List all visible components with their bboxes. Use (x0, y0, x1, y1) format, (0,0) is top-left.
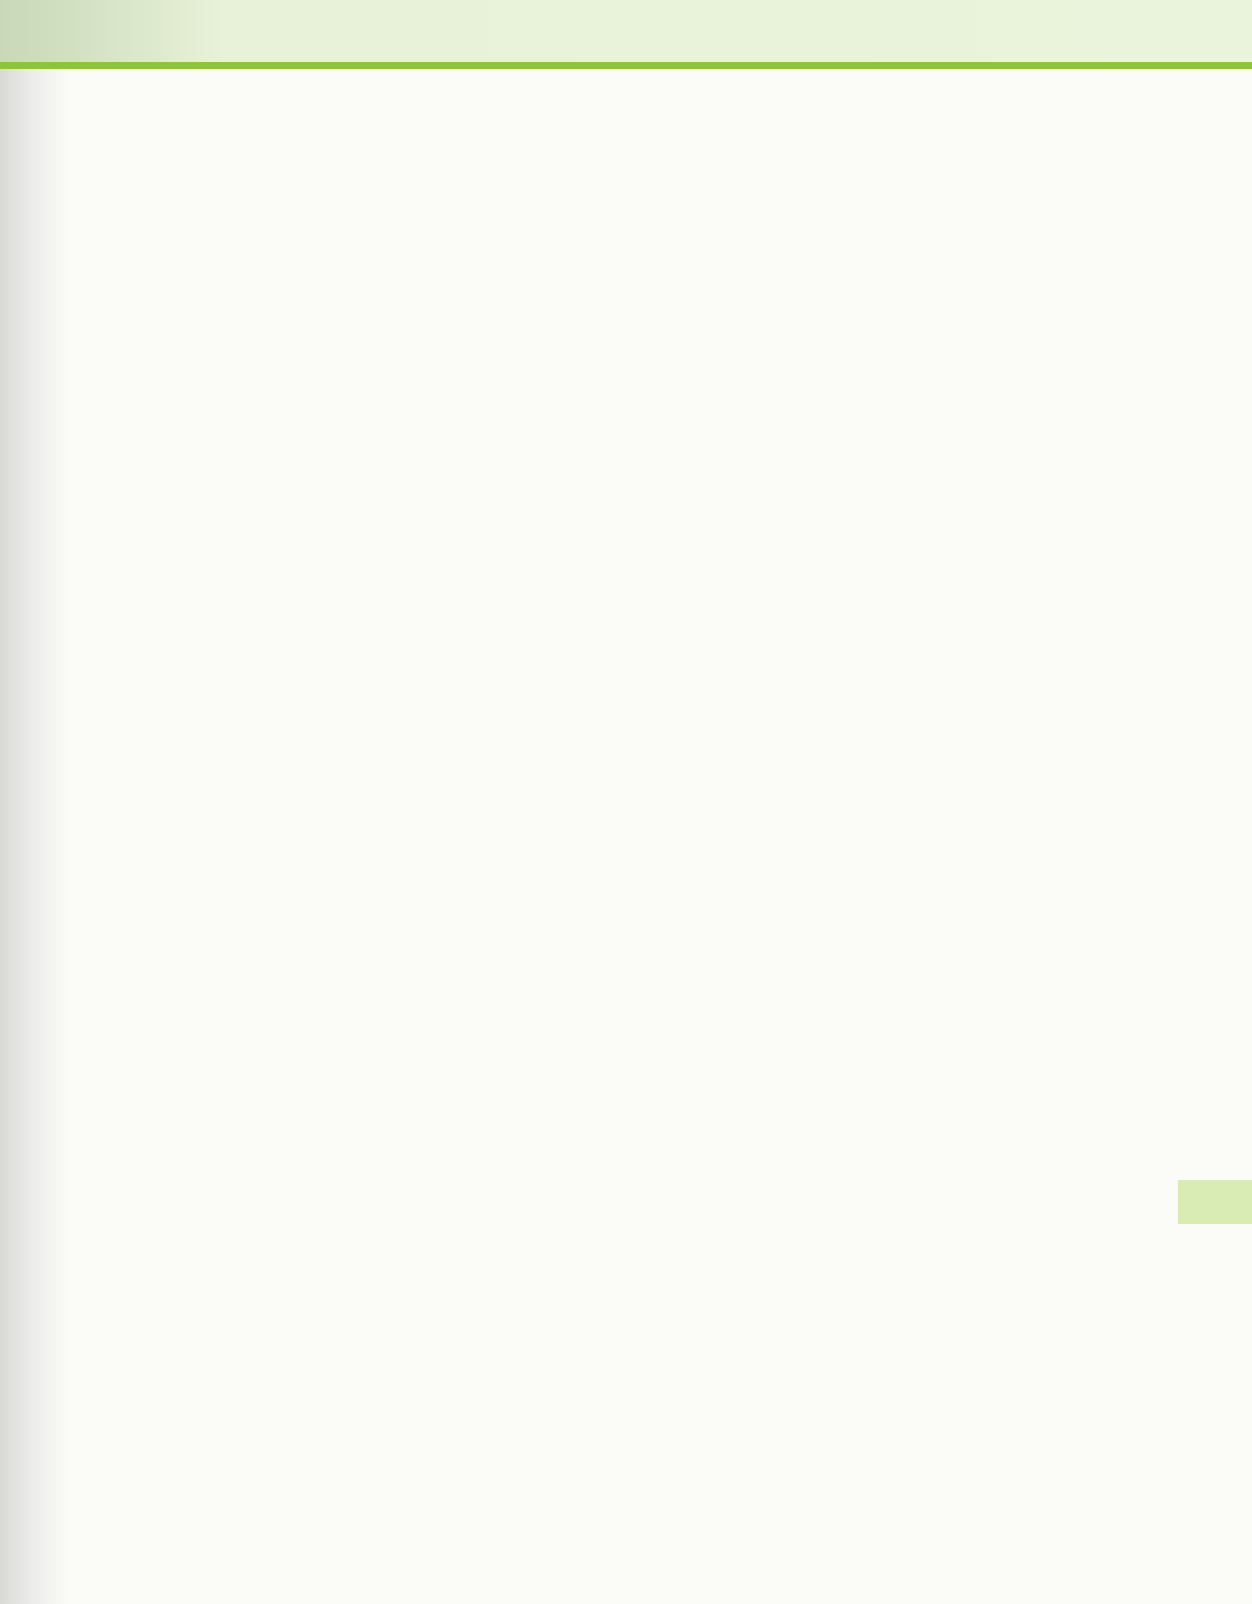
page-number-tab (1178, 1180, 1252, 1224)
header-band (0, 0, 1252, 62)
header-rule (0, 62, 1252, 69)
book-gutter-shadow (0, 0, 70, 1604)
